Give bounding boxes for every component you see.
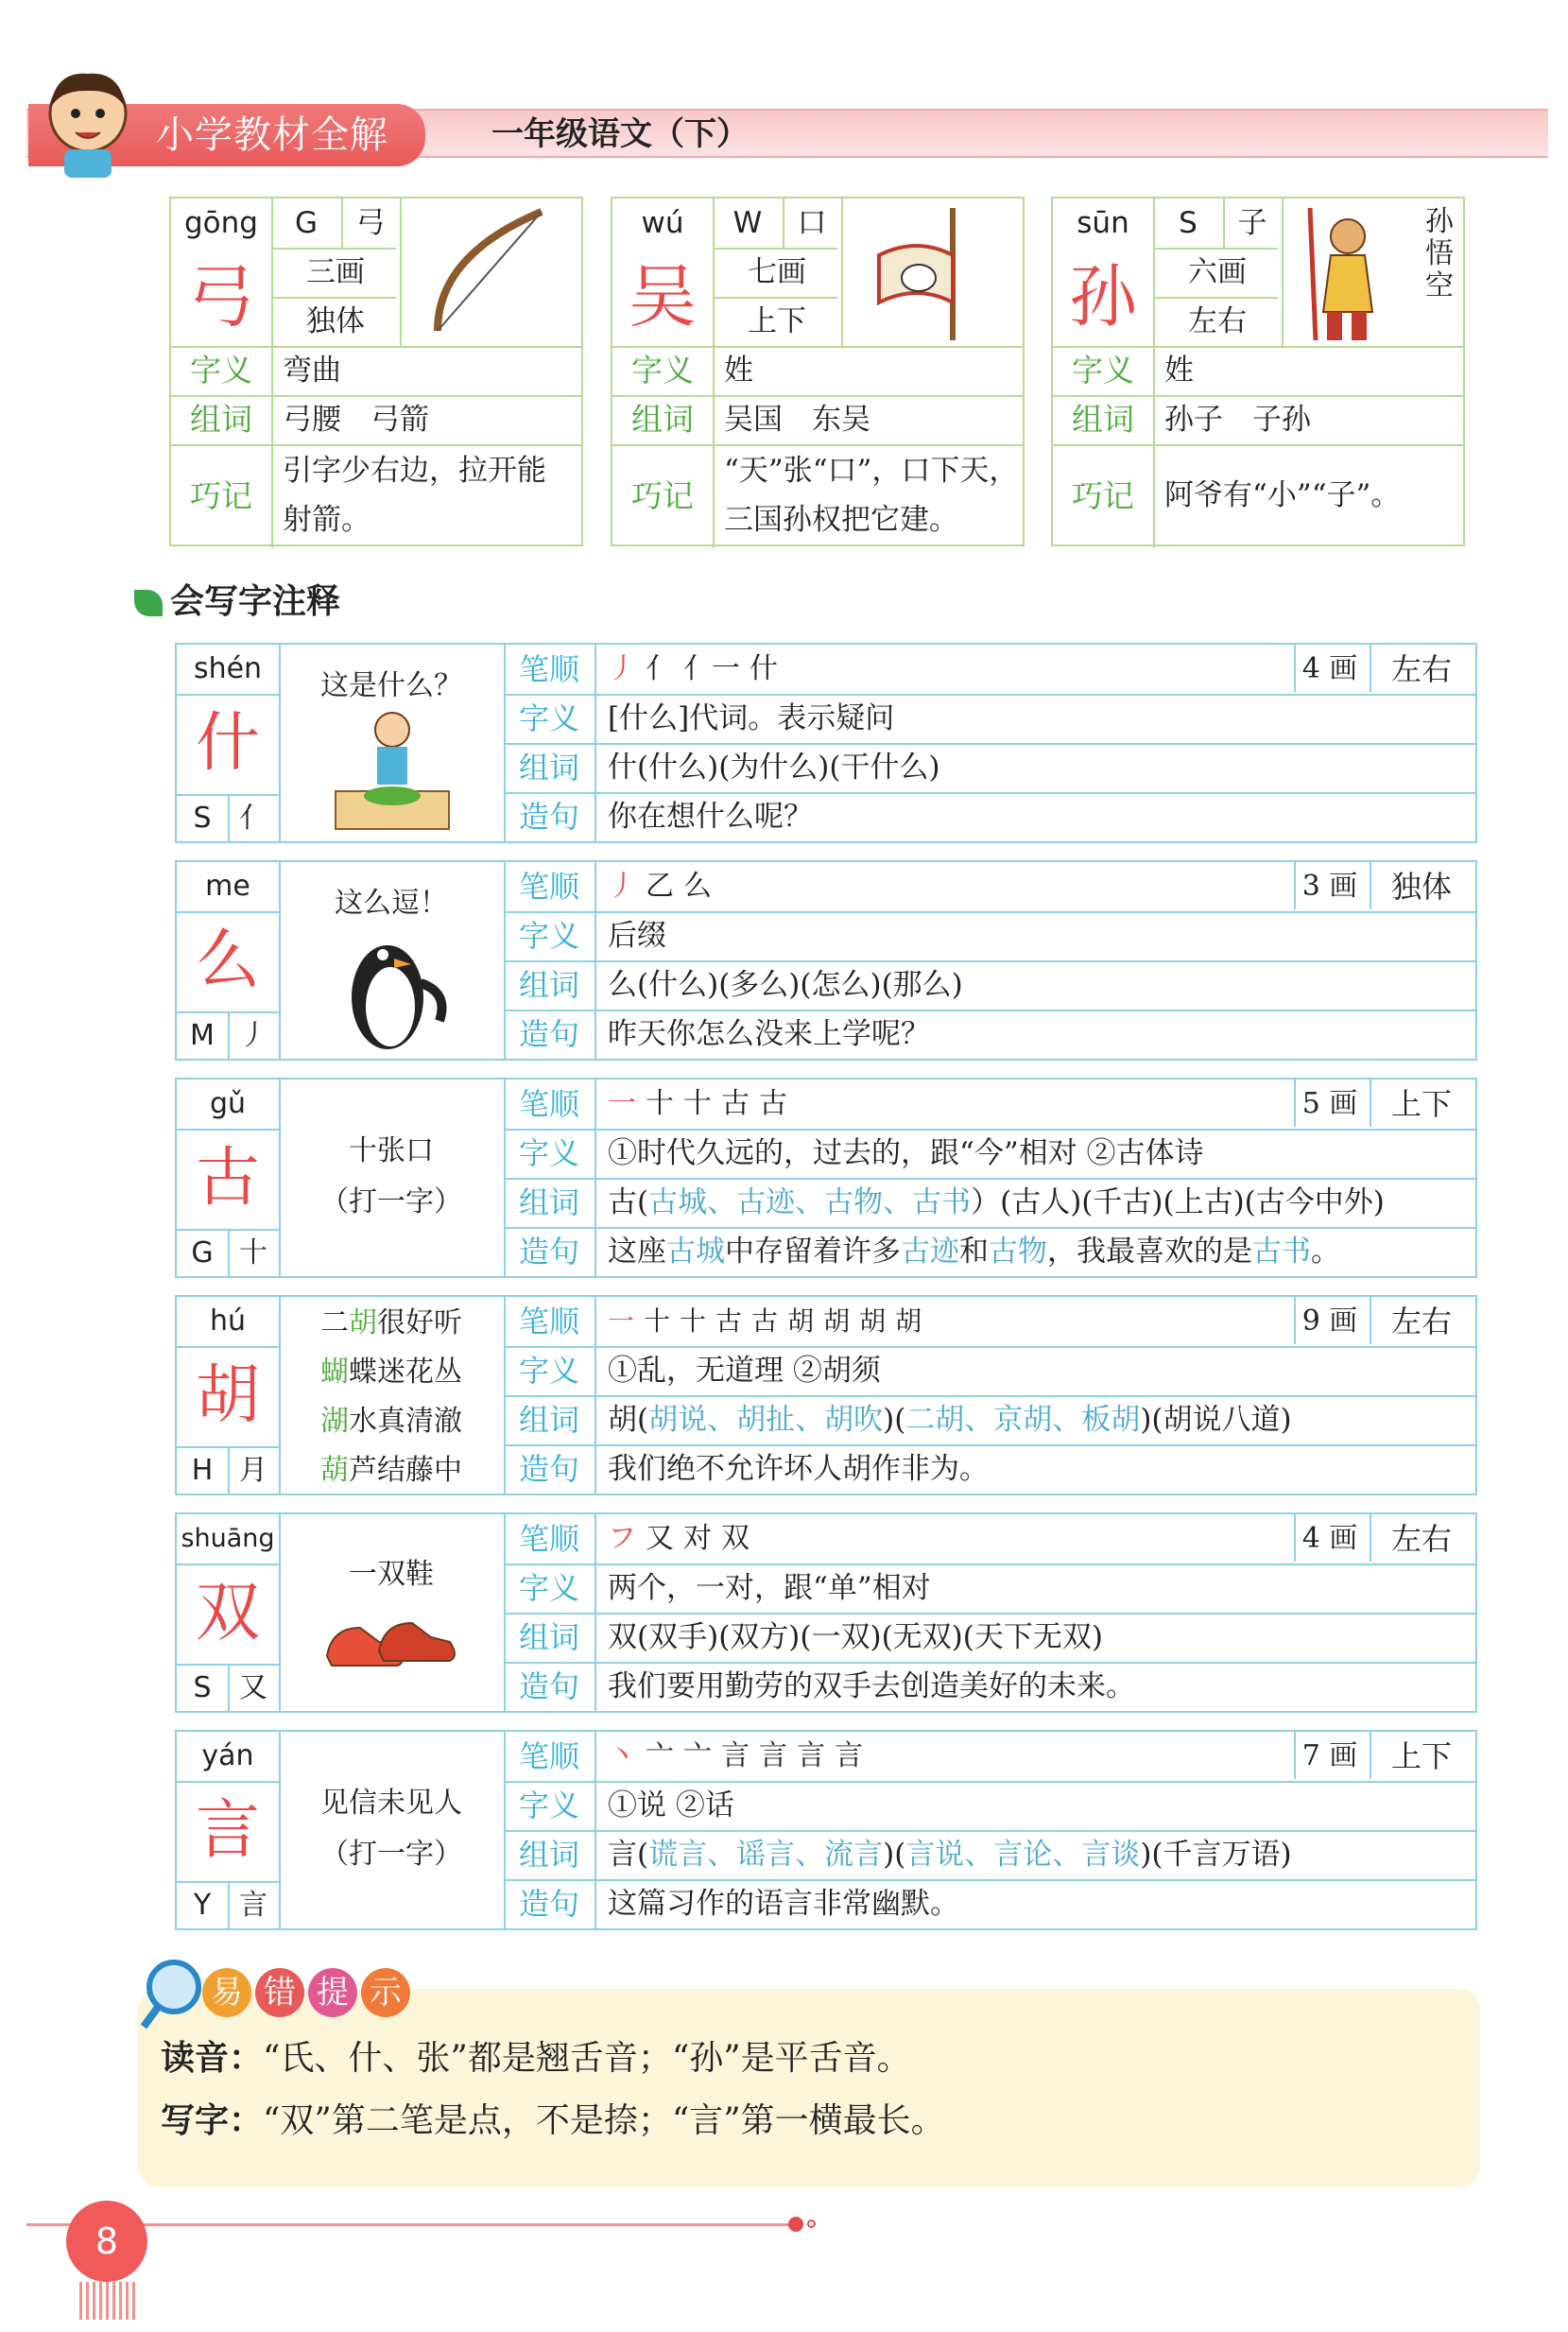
label-zaoju: 造句 [518,799,579,835]
label-zuci: 组词 [518,750,579,786]
stroke-count: 六画 [1188,255,1247,289]
big-char: 古 [195,1141,260,1216]
tip-label: 巧记 [631,477,694,514]
label-bishun: 笔顺 [518,651,579,687]
words: 胡(胡说、胡扯、胡吹)(二胡、京胡、板胡)(胡说八道) [608,1403,1292,1437]
big-char: 什 [195,706,260,781]
stroke-order: 一 十 十 古 古 [608,1087,787,1120]
words: 双(双手)(双方)(一双)(无双)(天下无双) [608,1620,1103,1654]
meaning: 弯曲 [283,354,341,388]
tip-line: 射箭。 [283,503,370,537]
caption-char: 悟 [1425,237,1454,270]
label-zaoju: 造句 [518,1451,579,1487]
leaf-icon [134,590,163,616]
words: 什(什么)(为什么)(干什么) [608,751,940,785]
stroke-count: 5 画 [1301,1087,1358,1120]
label-zaoju: 造句 [518,1668,579,1704]
label-zuci: 组词 [518,1837,579,1873]
sentence: 昨天你怎么没来上学呢？ [608,1017,930,1051]
tip-label: 巧记 [1072,477,1134,514]
label-zaoju: 造句 [518,1234,579,1270]
initial: S [193,802,212,835]
tip-badge: 提 [308,1968,357,2017]
tip-line: 三国孙权把它建。 [724,503,958,537]
meaning: 后缀 [608,919,666,953]
big-char: 弓 [186,257,255,337]
entry-hu [175,1295,1477,1495]
stroke-order: フ 又 对 双 [608,1522,750,1555]
big-char: 言 [195,1793,260,1868]
caption: 这是什么？ [320,669,462,702]
label-ziyi: 字义 [518,918,579,954]
initial: S [1179,206,1198,240]
tip-line: 阿爷有“小”“子”。 [1164,478,1401,512]
meaning: ①时代久远的，过去的，跟“今”相对 ②古体诗 [608,1136,1204,1170]
big-char: 么 [195,924,260,998]
bow-icon [400,199,585,346]
structure: 独体 [306,304,365,338]
shoes-illustration [279,1514,504,1713]
stroke-count: 4 画 [1301,652,1358,685]
riddle-line: （打一字） [320,1185,462,1218]
label-ziyi: 字义 [518,1353,579,1389]
label-bishun: 笔顺 [518,1738,579,1774]
pinyin: wú [641,206,684,240]
sentence: 我们要用勤劳的双手去创造美好的未来。 [608,1669,1135,1703]
big-char: 胡 [195,1358,260,1433]
pinyin: shuāng [181,1524,275,1553]
meaning: [什么]代词。表示疑问 [608,701,895,735]
monkey-king-icon [1282,199,1467,346]
riddle-line: 十张口 [349,1134,434,1167]
radical: 言 [239,1889,267,1922]
entry-shen [175,643,1477,843]
rhyme-line: 蝴蝶迷花丛 [320,1356,462,1389]
sentence: 这篇习作的语言非常幽默。 [608,1887,959,1921]
page-stripe [79,2282,136,2320]
sentence: 你在想什么呢？ [608,800,813,834]
radical: 月 [239,1454,267,1487]
label-ziyi: 字义 [518,1570,579,1606]
pinyin: shén [193,652,263,685]
brand-title: 小学教材全解 [156,113,388,157]
caption: 一双鞋 [349,1558,434,1591]
tip-line-reading: 读音：“氏、什、张”都是翘舌音；“孙”是平舌音。 [161,2039,911,2078]
label-bishun: 笔顺 [518,869,579,905]
words-label: 组词 [190,401,252,438]
words: 吴国 东吴 [724,403,870,437]
label-bishun: 笔顺 [518,1521,579,1557]
tip-label: 巧记 [190,477,252,514]
label-ziyi: 字义 [518,1135,579,1171]
stroke-count: 3 画 [1301,870,1358,903]
footer-dot [807,2220,816,2228]
label-bishun: 笔顺 [518,1304,579,1339]
tip-line-writing: 写字：“双”第二笔是点，不是捺；“言”第一横最长。 [161,2101,945,2140]
label-ziyi: 字义 [518,700,579,736]
meaning-label: 字义 [1072,352,1134,389]
caption-char: 空 [1425,269,1454,302]
entry-gu [175,1078,1477,1278]
stroke-order: 丿 乙 么 [608,870,712,903]
structure: 上下 [1390,1086,1452,1122]
meaning: ①乱，无道理 ②胡须 [608,1354,881,1388]
pinyin: hú [209,1304,247,1338]
structure: 左右 [1390,1521,1452,1557]
initial: S [193,1671,212,1704]
label-bishun: 笔顺 [518,1086,579,1122]
rhyme-line: 葫芦结藤中 [320,1454,462,1487]
big-char: 孙 [1068,257,1137,337]
caption: 这么逗！ [335,887,448,920]
char-card-gong [169,197,583,546]
stroke-count: 7 画 [1301,1739,1358,1772]
initial: H [191,1454,214,1487]
entry-yan [175,1730,1477,1930]
initial: G [191,1236,214,1270]
label-zaoju: 造句 [518,1016,579,1052]
words: 言(谎言、谣言、流言)(言说、言论、言谈)(千言万语) [608,1838,1292,1872]
words-label: 组词 [1072,401,1134,438]
entry-shuang [175,1512,1477,1713]
words: 弓腰 弓箭 [283,403,429,437]
entry-me [175,860,1477,1061]
rhyme-line: 二胡很好听 [320,1306,462,1339]
meaning: 姓 [1164,354,1194,388]
riddle [279,1080,504,1278]
sentence: 这座古城中存留着许多古迹和古物，我最喜欢的是古书。 [608,1235,1340,1269]
radical: 丿 [239,1019,267,1052]
radical: 子 [1237,206,1267,240]
stroke-order: 丶 亠 亠 言 言 言 言 [608,1739,863,1772]
radical: 口 [797,206,827,240]
words: 古(古城、古迹、古物、古书）(古人)(千古)(上古)(古今中外) [608,1185,1385,1219]
pinyin: yán [201,1739,254,1772]
words-label: 组词 [631,401,694,438]
stroke-order: 一 十 十 古 古 胡 胡 胡 胡 [608,1305,922,1337]
label-zuci: 组词 [518,967,579,1003]
radical: 弓 [355,206,386,240]
stroke-count: 七画 [748,255,806,289]
meaning: ①说 ②话 [608,1788,734,1822]
footer-dot [788,2217,803,2232]
section-title: 会写字注释 [170,582,341,621]
rhyme-line: 湖水真清澈 [320,1405,462,1438]
thinking-boy-illustration [279,645,504,843]
words: 孙子 子孙 [1164,403,1311,437]
structure: 左右 [1390,1304,1452,1339]
structure: 左右 [1188,304,1247,338]
meaning-label: 字义 [190,352,252,389]
stroke-count: 9 画 [1301,1304,1358,1338]
initial: W [732,206,763,240]
page-number: 8 [66,2201,147,2282]
structure: 独体 [1390,869,1452,905]
char-card-wu [611,197,1025,546]
label-zuci: 组词 [518,1619,579,1655]
label-zuci: 组词 [518,1402,579,1438]
meaning: 两个，一对，跟“单”相对 [608,1571,931,1605]
stroke-order: 丿 亻 亻一 什 [608,652,778,685]
stroke-count: 4 画 [1301,1522,1358,1555]
meaning: 姓 [724,354,753,388]
big-char: 双 [195,1576,260,1650]
radical: 亻 [239,802,267,835]
tip-badge: 易 [202,1968,251,2017]
pinyin: gōng [184,206,258,240]
words: 么(什么)(多么)(怎么)(那么) [608,968,963,1002]
riddle-line: 见信未见人 [320,1787,462,1820]
radical: 十 [239,1236,267,1270]
big-char: 吴 [628,257,697,337]
label-ziyi: 字义 [518,1788,579,1823]
subject-title: 一年级语文（下） [491,115,749,153]
tip-badge: 示 [361,1968,410,2017]
sentence: 我们绝不允许坏人胡作非为。 [608,1452,989,1486]
riddle-line: （打一字） [320,1838,462,1871]
penguin-illustration [279,862,504,1061]
label-zaoju: 造句 [518,1886,579,1922]
pinyin: gǔ [209,1087,247,1120]
initial: M [190,1019,215,1052]
structure: 左右 [1390,651,1452,687]
radical: 又 [239,1671,267,1704]
tip-line: 引字少右边，拉开能 [283,454,546,488]
tips-box [138,1989,1480,2187]
stroke-count: 三画 [306,255,365,289]
pinyin: sūn [1077,206,1129,240]
flag-icon [841,199,1026,346]
riddle [279,1732,504,1930]
tip-badge: 错 [255,1968,304,2017]
caption-char: 孙 [1425,205,1454,238]
structure: 上下 [748,304,806,338]
label-zuci: 组词 [518,1184,579,1220]
structure: 上下 [1390,1738,1452,1774]
mascot-boy-icon [26,57,149,180]
meaning-label: 字义 [631,352,694,389]
initial: G [294,206,319,240]
initial: Y [193,1889,212,1922]
shoes-icon [322,1609,464,1675]
rhyme [279,1297,504,1495]
pinyin: me [205,870,250,903]
char-card-sun [1051,197,1465,546]
tip-line: “天”张“口”，口下天， [724,454,1019,488]
